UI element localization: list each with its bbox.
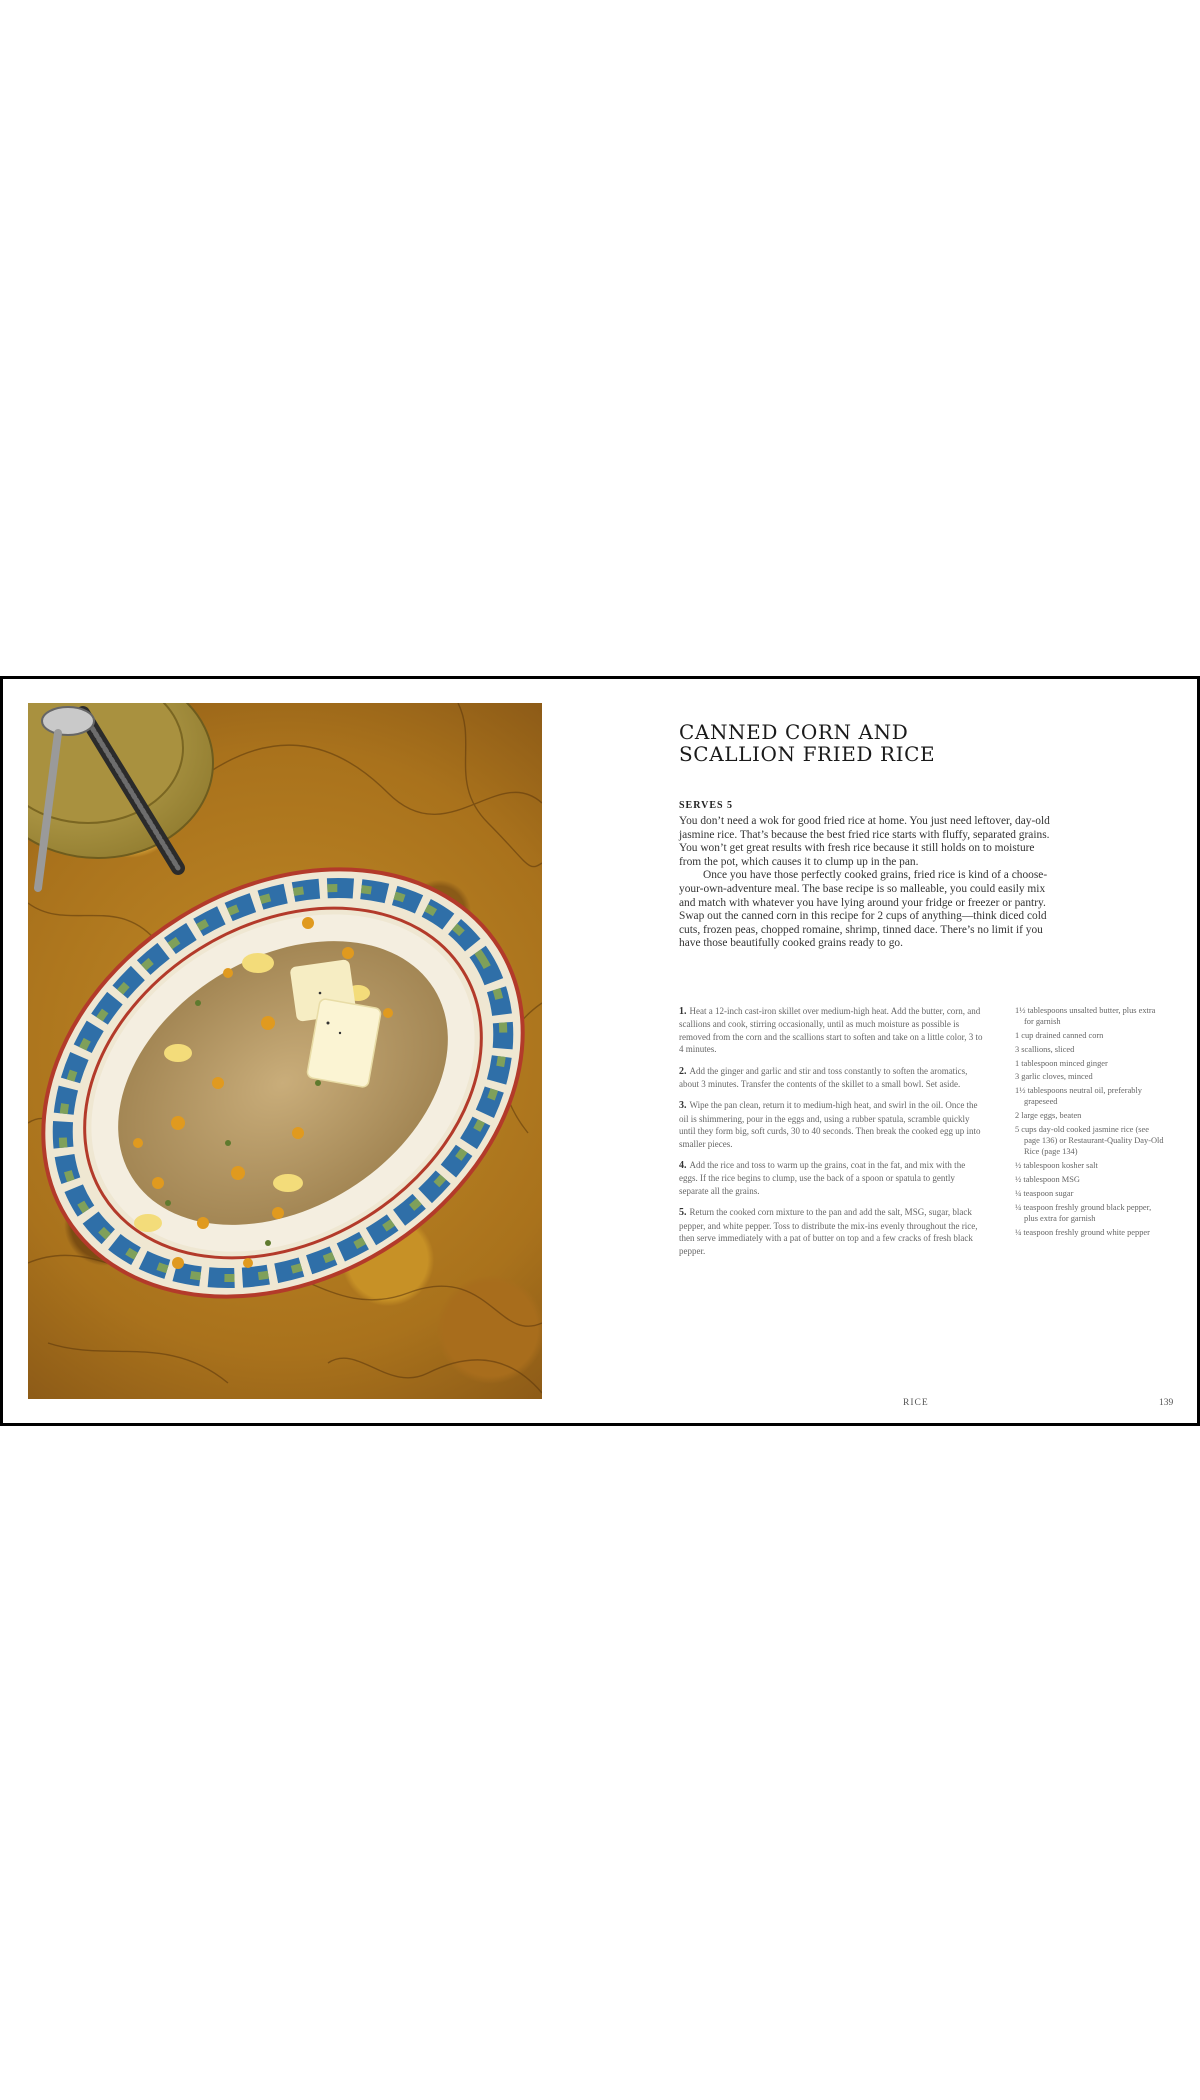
ingredient-item: 2 large eggs, beaten: [1015, 1111, 1082, 1121]
step-number: 5.: [679, 1207, 687, 1219]
ingredient-item: ¼ teaspoon sugar: [1015, 1188, 1074, 1198]
step-number: 4.: [679, 1160, 687, 1172]
step-number: 2.: [679, 1065, 687, 1077]
page-number: 139: [1159, 1398, 1174, 1408]
recipe-title: [679, 721, 1039, 765]
step-item: [679, 1206, 985, 1257]
step-item: [679, 1005, 985, 1056]
serves-label: SERVES 5: [679, 800, 734, 811]
footer-section-name: RICE: [903, 1398, 929, 1408]
intro-paragraph-1: You don’t need a wok for good fried rice at home. You just need leftover, day-old jasmine rice. That’s because the best fried rice starts with fluffy, separated grains. You won’t get great results with fresh rice because it still holds on to moisture from the pot, which causes it to clump up in the pan.: [679, 815, 1050, 868]
recipe-photo: [28, 703, 542, 1399]
ingredient-item: 1½ tablespoons neutral oil, preferably grapeseed: [1015, 1086, 1142, 1107]
ingredient-item: ¼ teaspoon freshly ground black pepper, plus extra for garnish: [1015, 1202, 1152, 1223]
ingredient-item: 1 tablespoon minced ginger: [1015, 1058, 1108, 1068]
step-item: [679, 1099, 985, 1150]
step-text: Heat a 12-inch cast-iron skillet over medium-high heat. Add the butter, corn, and scallions and cook, stirring occasionally, until as much moisture as possible is removed from the corn and the scallions start to soften and take on a little color, 3 to 4 minutes.: [679, 1006, 983, 1055]
ingredient-item: 3 garlic cloves, minced: [1015, 1072, 1093, 1082]
intro-paragraph-2: Once you have those perfectly cooked grains, fried rice is kind of a choose-your-own-adventure meal. The base recipe is so malleable, you could easily mix and match with whatever you have lying around your fridge or freezer or pantry. Swap out the canned corn in this recipe for 2 cups of anything—think diced cold cuts, frozen peas, chopped romaine, shrimp, tinned dace. There’s no limit if you have those beautifully cooked grains ready to go.: [679, 869, 1048, 950]
step-item: [679, 1065, 985, 1091]
step-text: Wipe the pan clean, return it to medium-high heat, and swirl in the oil. Once the oil is shimmering, pour in the eggs and, using a rubber spatula, scramble quickly until they form big, soft curds, 30 to 40 seconds. Then break the cooked egg up into smaller pieces.: [679, 1100, 981, 1149]
step-item: [679, 1159, 985, 1197]
book-spread: [0, 676, 1200, 1426]
ingredient-item: 5 cups day-old cooked jasmine rice (see page 136) or Restaurant-Quality Day-Old Rice (page 134): [1015, 1124, 1164, 1157]
step-text: Return the cooked corn mixture to the pan and add the salt, MSG, sugar, black pepper, and white pepper. Toss to distribute the mix-ins evenly throughout the rice, then serve immediately with a pat of butter on top and a few cracks of fresh black pepper.: [679, 1207, 978, 1256]
recipe-intro: [679, 815, 1051, 951]
recipe-steps: [679, 1005, 985, 1266]
step-number: 1.: [679, 1006, 687, 1017]
step-text: Add the ginger and garlic and stir and toss constantly to soften the aromatics, about 3 minutes. Transfer the contents of the skillet to a small bowl. Set aside.: [679, 1065, 968, 1090]
ingredient-item: 3 scallions, sliced: [1015, 1044, 1075, 1054]
ingredient-item: 1 cup drained canned corn: [1015, 1031, 1104, 1040]
recipe-title-line-1: CANNED CORN AND: [679, 720, 909, 744]
ingredient-item: 1½ tablespoons unsalted butter, plus extra for garnish: [1015, 1006, 1156, 1027]
recipe-title-line-2: SCALLION FRIED RICE: [679, 742, 936, 766]
ingredient-item: ½ tablespoon kosher salt: [1015, 1161, 1098, 1171]
step-text: Add the rice and toss to warm up the grains, coat in the fat, and mix with the eggs. If the rice begins to clump, use the back of a spoon or spatula to gently separate all the grains.: [679, 1160, 966, 1196]
ingredient-item: ½ tablespoon MSG: [1015, 1174, 1080, 1184]
ingredient-item: ¼ teaspoon freshly ground white pepper: [1015, 1227, 1150, 1237]
step-number: 3.: [679, 1100, 687, 1112]
ingredient-list: [1015, 1005, 1165, 1240]
fried-rice-platter-illustration: [28, 703, 542, 1399]
